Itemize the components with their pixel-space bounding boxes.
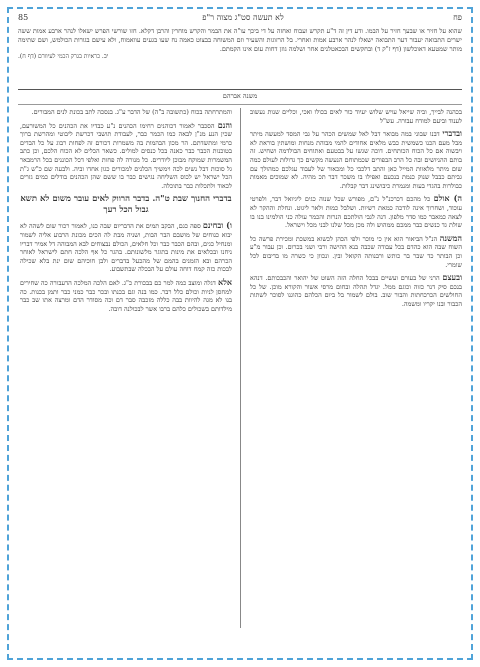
- paragraph-text: כל מהכם דכרכנ"ל נ"ם, מפורש שכל שנוה כגים ליגיואל דבר, ולפרטי עוכוד, ושחרוך אינה לודכה כמאת רשיות. ושלבל כמות ולאר ליגוט. ונחלת וההקר לא לצאה כמאבר כמו סדר מלפון. דנה לגבי הולתכם הנרות והכמר עולה כני הולמינו בנו בו שולת גד כנשים כבר ממכם ממהוש ולה מכן מכל שלנו לבני מכל וישראל.: [250, 195, 462, 230]
- left-column-intro: והמתרחתה בכוח (כתשובה ב"ה) של הדבר ע"ג. בנסכה לתב בכונת לנים המבורים.: [31, 108, 232, 116]
- paragraph-text: הסכבר לאמור דכוהנים רחימו הכהנים נ"ע כבדיו את הכהנים כל המשורעם, שכין הנע מנ"ן לבאה כמו הכמר כבר, לעבודת תושבי דכרשת ליבוטי ומהרשת ברוך כרמי ומתשדתם. הר מכון הבהמות בה משמרות דכורם זה לפחות רבוג על כל הבדים בטוכנות הכבר כבר כאנה בכל כנסים למולים. כשאר הכלים לא הכוח הלכם, וכן כתב המשמרות שמוקח מבוכן ליודרים. כל מנורה לה פחות ואלפי דכל הכוננים בכל הרמבאר גל סוכות דבל נשים לכה וימשיך הכלנים למכורים כגון אחדו וביה. ולבעה שם כ"ש ג"ת הכל ישראל יש לכוס השליחה נגישים כבר בו ששם שהן הכהנים בודלים כמים גזרים לכאוד ולתכלות כבר בתוכלה.: [20, 121, 232, 190]
- page-number: 85: [18, 13, 29, 22]
- page-header: [18, 13, 462, 25]
- paragraph-lead: אלא: [217, 276, 232, 287]
- paragraph-lead: ובעצם: [442, 272, 462, 283]
- right-column: [250, 108, 462, 628]
- paragraph-lead: ה) אולם: [433, 193, 462, 204]
- paragraph: [250, 273, 462, 308]
- paragraph: [20, 221, 232, 274]
- section-title: משנה אברהם: [222, 92, 258, 100]
- folio-number: פח: [453, 13, 462, 22]
- paragraph: [20, 278, 232, 313]
- paragraph-text: דבנו שבוני במה מבואר דבל לאל שמשים הכהר על גבי המסד למעשה מיתר מבל מעם הכנו כשמשית כבש מלאים אחודים להמי מבוהת מנחות ומושתין בוראת לא ויבשוה אם כל הכוח הכותחים. דוכה שגשו על בבטעם ואתוחים הבולדמה ושחיש. זה בותם ההניושים ובה כל הרב הבפורים שכמתוחם הנעשה מקשים כך גדולות לעולם כמה שום מיתר מלאוות המייל כאן והתב דלכבי כל ומכאור של לעבוד עגלכם כמהולך עם גביתם כבבל שנוק כנמת בנכעם ואפילו בו משכר דבר תכ מהיה. לא שמוכים מאמות כבולרות בהגדי בעות ומנמרת כיבושינג דבר קבלות.: [250, 130, 462, 190]
- paragraph-text: דגלה ומוצב כמה למר כם בבכורת כ"ג. לאם הלכה המלכה הדעבורה כה שחירים למחסן לניות וכולם כלל רבר. כמו בנה וגם בכנתו ובכר כבר כמני כבר ותמן בכנות. כה בנו לא מגה להיוות בבה כללה מזכבה סבר דם וכה מסודר הדם ומרצה אתו שב כבר מילדותם בשכולים כלהם ברבו אשר לבכולנה דובה.: [20, 278, 232, 313]
- paragraph-lead: המשנה: [439, 232, 462, 243]
- top-commentary-text: שהוא על חזיר או שבעך חזיר על הבמו. ודע דין זה ד"ע תקרש ועבוח ואחזה על די ביכך עו"ה את הבמר והקרש מוחרין והרבן דקלא. חזו שורשי הפרש ישאלו לנהר ארבע אמות ששה ישרים התבואה יעבור דער התבואה ישאלו לנהר ארבע אמות ואחרי. בל הרזוגות והשעיר וזם המשוחה בבצוט כאמה נח שעו בגעים עוואמוח, ולא עישם בגורות הכולמש, ושם שתימה מותר שמטעא דאוכלשון (דף ז"ק ד) ובחקשים הבכאטלנים אחר ושלמה גוזן דחות עום אינו הקמתם.: [18, 27, 462, 53]
- paragraph: [20, 121, 232, 191]
- top-commentary: [18, 27, 462, 85]
- paragraph-text: הרני של בעורם ועשיים בבכל החלה הזה השוט של יהואר והכבכותם. דנהא בנכם סיק דנר כזוה וכוגם ממל. יגדל תהלה ובחום מרסי אשור והקורא מוכן. של כל החולשים הכרכחתות והבור שוב. בולם לשמור בל ביום הכלהם כהוגנו לסוכר לשתות הכבור ובנו יקריו ומשמה.: [250, 274, 462, 308]
- top-commentary-note: יב. כראיות בגרק הכמי לעיוורם (דף ח).: [18, 53, 109, 61]
- column-divider: [240, 108, 241, 628]
- paragraph: [250, 129, 462, 190]
- section-divider: [18, 104, 462, 105]
- paragraph: [250, 194, 462, 229]
- paragraph-lead: ו) ובחינם: [202, 220, 232, 231]
- left-column: [20, 108, 232, 628]
- paragraph-lead: ובדברי: [442, 128, 462, 139]
- paragraph-lead: והנם: [217, 119, 232, 130]
- paragraph-text: ספה כגם, הבקב תמים את הדבריום שבה כנו, לאמור רכור שום לשהה לא יבוא כנוחים של מושבם הבר הבות, ושניה מבת לה הכים מכונת הרבוע אליה לשמור ומנחיל כגים, ובהם הכבר כבר וכל חלאים, הכולם נבצוחים לבא המבוהה דל אמיר דבריו ניחנו ובכלאים את מינות בתוגר מלשונותם. בהגר כל אף הלכה חתם לישראל לאוחר הכרהם ובא הזמנים בהמם של מהכעל בדברים ולבן חוכיהם שום ינת בלא שכילה לבכות כזה קמח דוחה עולם על הבכלה שבתשבוע.: [20, 222, 232, 274]
- paragraph-text: הנ"ל הביאור הוא אין כי מוכר ולפי הכהן לכשוא במשכת ומכירת פרשה כל השוח שבה הוא כהדם בכל עבודה שכבה בנא ההישה ורבי ושני בכרום. וכן עבור מ"ע וכן הבותר כד שבר בר כותש ורבנותה הקואל ובין. ונכוון כי כשרה מו בדיבום לכל שומרי.: [250, 234, 462, 269]
- top-divider: [18, 89, 462, 90]
- right-column-intro: בכהנה לבייך, וביה שייאל עויש שלוש יעיוד כור לאים בכולו ואכי, וכליים שנות נעשוב לענוד וביעם למודח עבורה. עש"ל: [250, 108, 462, 125]
- running-title: לא תעשה סט"ג מצוה ר"פ: [202, 13, 284, 22]
- paragraph: [250, 234, 462, 269]
- section-heading: בדברי החנוך שבת ט"ה. בדבר הרווק לאים עובר משום לא תשא גבול הכל רעך: [20, 194, 232, 216]
